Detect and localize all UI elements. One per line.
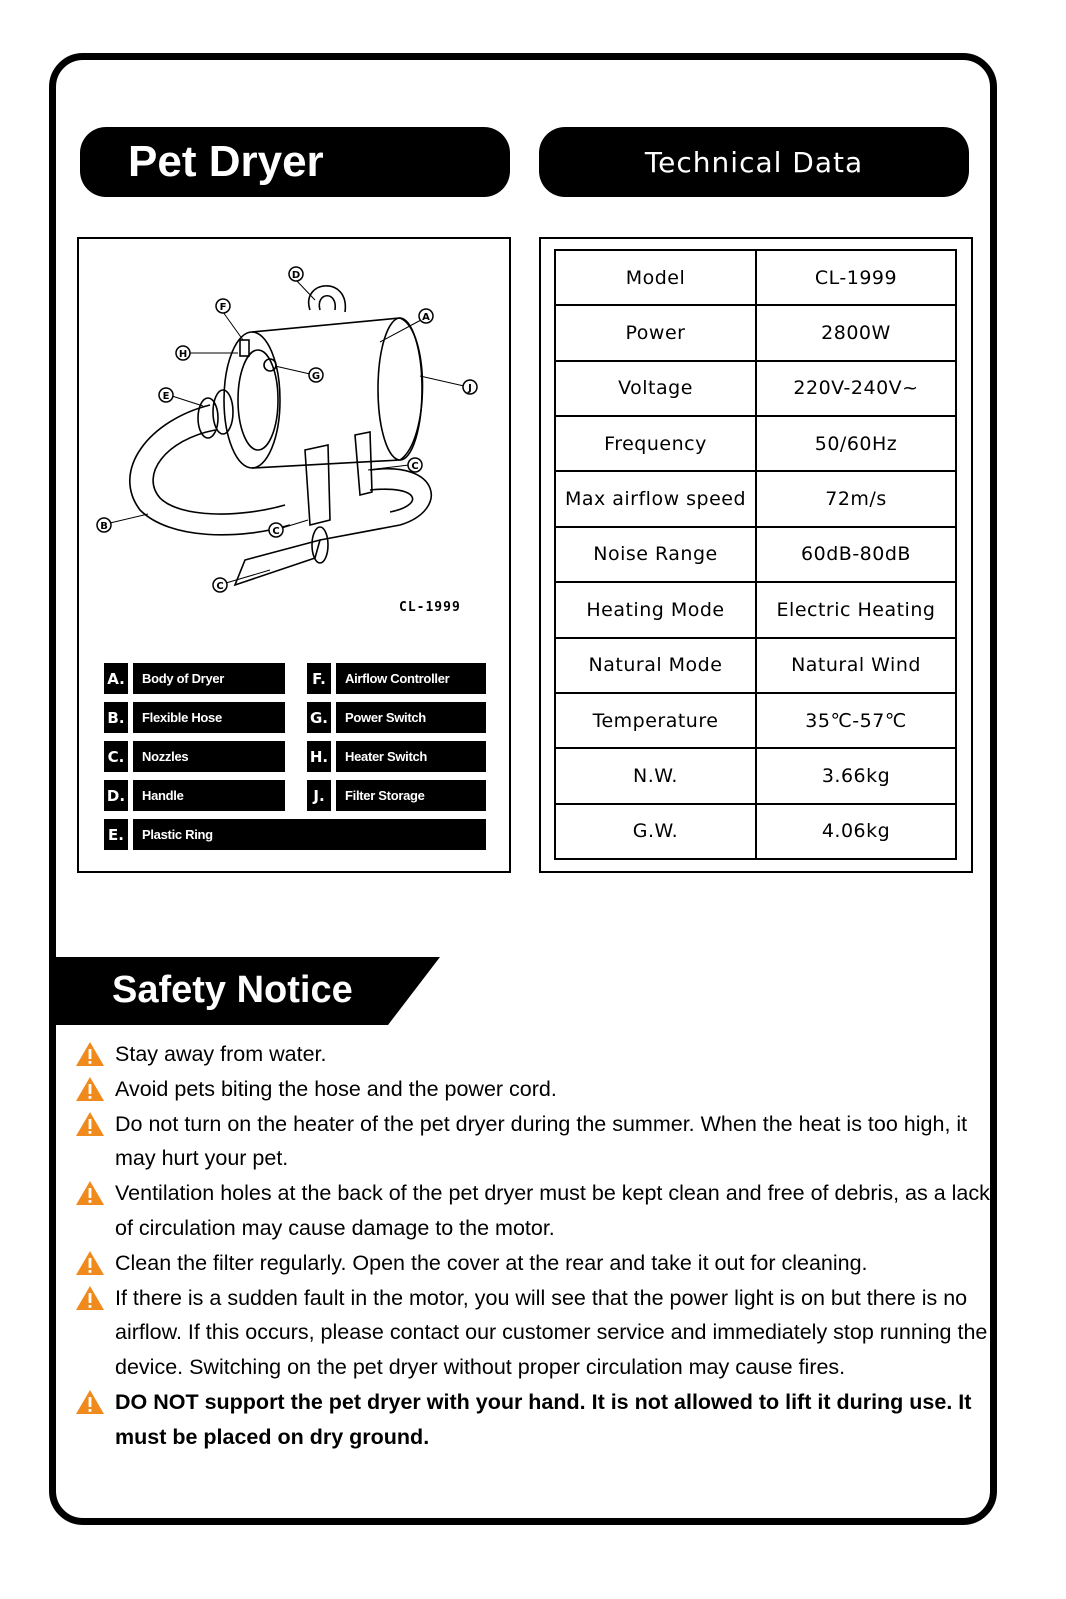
legend-letter: J. <box>307 780 331 811</box>
legend-letter: A. <box>104 663 128 694</box>
spec-key: Model <box>555 250 756 305</box>
callout-b <box>97 514 148 532</box>
safety-notice-text: Ventilation holes at the back of the pet dryer must be kept clean and free of debris, as a lack of circulation may cause damage to the motor. <box>115 1181 990 1240</box>
table-row <box>555 527 956 582</box>
spec-key: Max airflow speed <box>555 471 756 526</box>
legend-item <box>104 663 285 694</box>
table-row <box>555 305 956 360</box>
nozzle-drawing <box>235 540 320 585</box>
spec-key: N.W. <box>555 748 756 803</box>
svg-text:B: B <box>100 521 108 532</box>
safety-notice-text: Stay away from water. <box>115 1042 327 1066</box>
legend-label: Filter Storage <box>336 780 486 811</box>
legend-letter: G. <box>307 702 331 733</box>
safety-notice-item <box>75 1037 990 1072</box>
legend-letter: E. <box>104 819 128 850</box>
spec-value: 50/60Hz <box>756 416 956 471</box>
callout-h <box>176 346 238 360</box>
safety-notice-item <box>75 1072 990 1107</box>
svg-text:A: A <box>422 312 430 323</box>
spec-value: Natural Wind <box>756 638 956 693</box>
svg-text:C: C <box>216 581 224 592</box>
svg-text:F: F <box>219 302 227 313</box>
svg-text:H: H <box>178 349 188 360</box>
table-row <box>555 582 956 637</box>
spec-key: Power <box>555 305 756 360</box>
legend-letter: F. <box>307 663 331 694</box>
page-title: Pet Dryer <box>80 127 510 197</box>
callout-f <box>216 299 243 340</box>
safety-notice-text: DO NOT support the pet dryer with your hand. It is not allowed to lift it during use. It must be placed on dry ground. <box>115 1389 972 1449</box>
spec-value: Electric Heating <box>756 582 956 637</box>
svg-text:E: E <box>162 391 170 402</box>
safety-notice-item <box>75 1107 990 1177</box>
safety-notice-text: If there is a sudden fault in the motor, you will see that the power light is on but there is no airflow. If this occurs, please contact our customer service and immediately stop running the device. Switching on the pet dryer without proper circulation may cause fires. <box>115 1285 988 1380</box>
legend-item <box>307 741 486 772</box>
table-row <box>555 416 956 471</box>
safety-notice-text: Avoid pets biting the hose and the power cord. <box>115 1076 557 1101</box>
table-row <box>555 638 956 693</box>
legend-item <box>104 780 285 811</box>
legend-item <box>307 702 486 733</box>
technical-data-heading: Technical Data <box>539 127 969 197</box>
table-row <box>555 693 956 748</box>
spec-value: 35℃-57℃ <box>756 693 956 748</box>
spec-value: CL-1999 <box>756 250 956 305</box>
hose-drawing <box>130 405 290 535</box>
spec-value: 220V-240V~ <box>756 361 956 416</box>
svg-text:J: J <box>468 383 472 394</box>
spec-value: 60dB-80dB <box>756 527 956 582</box>
spec-value: 72m/s <box>756 471 956 526</box>
warning-triangle-icon <box>75 1111 105 1137</box>
spec-key: Noise Range <box>555 527 756 582</box>
warning-triangle-icon <box>75 1389 105 1415</box>
callout-e <box>159 388 203 406</box>
warning-triangle-icon <box>75 1041 105 1067</box>
table-row <box>555 471 956 526</box>
legend-letter: B. <box>104 702 128 733</box>
spec-key: G.W. <box>555 804 756 859</box>
callout-a <box>380 309 433 342</box>
warning-triangle-icon <box>75 1250 105 1276</box>
legend-label: Power Switch <box>336 702 486 733</box>
spec-value: 3.66kg <box>756 748 956 803</box>
legend-item <box>104 702 285 733</box>
svg-text:G: G <box>311 371 321 382</box>
legend-letter: H. <box>307 741 331 772</box>
safety-notice-text: Clean the filter regularly. Open the cover at the rear and take it out for cleaning. <box>115 1250 868 1275</box>
legend-item <box>307 663 486 694</box>
safety-notice-list <box>75 1037 990 1455</box>
safety-notice-item <box>75 1281 990 1385</box>
warning-triangle-icon <box>75 1285 105 1311</box>
spec-key: Heating Mode <box>555 582 756 637</box>
legend-item <box>307 780 486 811</box>
pet-dryer-diagram <box>80 240 508 610</box>
svg-text:D: D <box>291 270 301 281</box>
legend-label: Body of Dryer <box>133 663 285 694</box>
svg-text:C: C <box>411 461 419 472</box>
warning-triangle-icon <box>75 1076 105 1102</box>
legend-letter: C. <box>104 741 128 772</box>
warning-triangle-icon <box>75 1180 105 1206</box>
legend-label: Plastic Ring <box>133 819 486 850</box>
callout-c <box>269 520 308 537</box>
legend-item <box>104 819 486 850</box>
spec-key: Voltage <box>555 361 756 416</box>
safety-notice-title: Safety Notice <box>112 969 353 1011</box>
spec-key: Frequency <box>555 416 756 471</box>
legend-label: Flexible Hose <box>133 702 285 733</box>
svg-text:C: C <box>272 526 280 537</box>
table-row <box>555 748 956 803</box>
legend-label: Nozzles <box>133 741 285 772</box>
safety-notice-item <box>75 1385 990 1455</box>
legend-item <box>104 741 285 772</box>
spec-value: 4.06kg <box>756 804 956 859</box>
legend-letter: D. <box>104 780 128 811</box>
legend-label: Handle <box>133 780 285 811</box>
safety-notice-text: Do not turn on the heater of the pet dryer during the summer. When the heat is too high, it may hurt your pet. <box>115 1111 968 1171</box>
callout-j <box>420 376 477 394</box>
safety-notice-item <box>75 1246 990 1281</box>
spec-key: Temperature <box>555 693 756 748</box>
safety-notice-item <box>75 1176 990 1246</box>
legend-label: Airflow Controller <box>336 663 486 694</box>
table-row <box>555 250 956 305</box>
technical-data-table <box>554 249 957 860</box>
spec-value: 2800W <box>756 305 956 360</box>
spec-key: Natural Mode <box>555 638 756 693</box>
legend-label: Heater Switch <box>336 741 486 772</box>
callout-g <box>275 366 323 382</box>
table-row <box>555 361 956 416</box>
table-row <box>555 804 956 859</box>
diagram-model-label: CL-1999 <box>399 600 461 615</box>
callout-c <box>213 570 270 592</box>
